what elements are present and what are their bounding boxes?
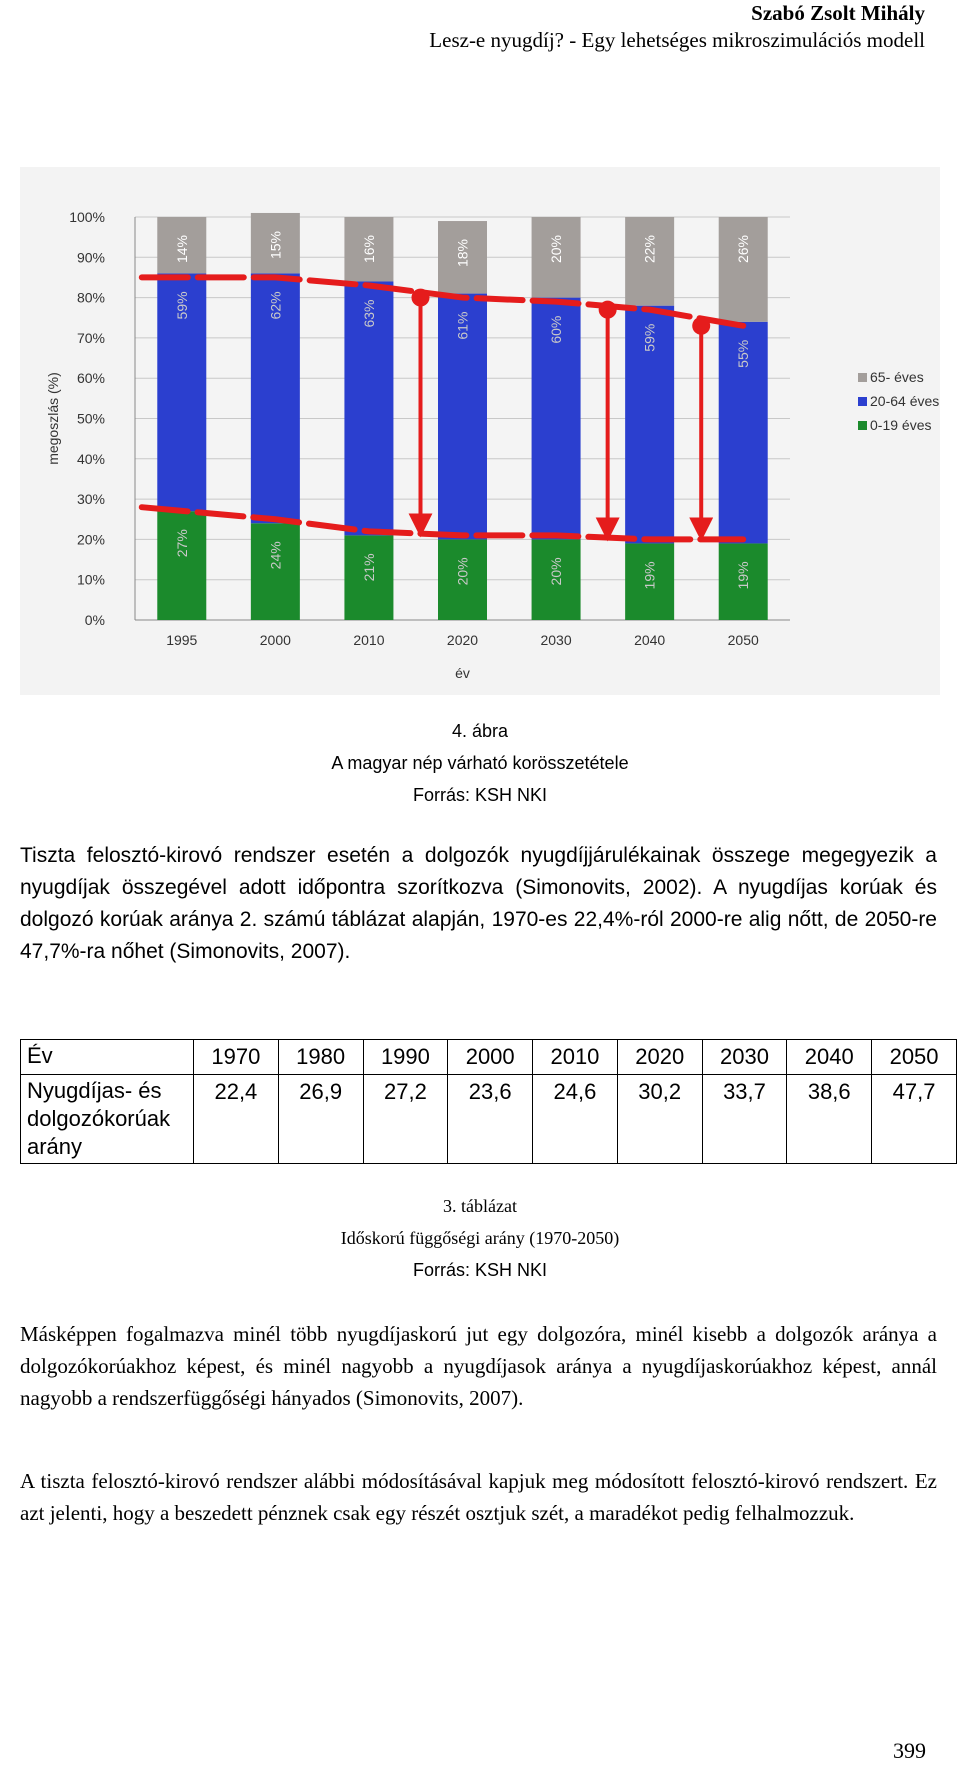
data-label: 61%: [454, 311, 471, 340]
paragraph-3: A tiszta felosztó-kirovó rendszer alábbi módosításával kapjuk meg módosított felosztó-kirovó rendszert. Ez azt jelenti, hogy a beszedett pénznek csak egy részét osztjuk szét, a maradékot pedig felhalmozzuk.: [20, 1469, 937, 1525]
x-tick-label: 2020: [446, 632, 479, 648]
figure-title: A magyar nép várható korösszetétele: [331, 753, 629, 773]
paragraph-1: Tiszta felosztó-kirovó rendszer esetén a dolgozók nyugdíjjárulékainak összege megegyezik a nyugdíjak összegével adott időpontra szorítkozva (Simonovits, 2002). A nyugdíjas korúak és dolgozó korúak aránya 2. számú táblázat alapján, 1970-es 22,4%-ról 2000-re alig nőtt, de 2050-re 47,7%-ra nőhet (Simonovits, 2007).: [20, 844, 937, 963]
table-caption: [0, 1190, 960, 1286]
table-value: 26,9: [278, 1075, 363, 1164]
y-tick-label: 0%: [84, 612, 105, 628]
figure-caption: [0, 715, 960, 811]
table-value: 33,7: [702, 1075, 787, 1164]
table-year: 2000: [448, 1040, 533, 1075]
data-label: 59%: [173, 291, 190, 320]
table-value: 27,2: [363, 1075, 448, 1164]
data-label: 27%: [173, 529, 190, 558]
stacked-bar-chart: [20, 167, 940, 695]
y-tick-label: 50%: [76, 410, 105, 427]
x-tick-label: 2040: [634, 632, 666, 648]
legend-swatch: [858, 373, 867, 382]
table-source: Forrás: KSH NKI: [412, 1260, 548, 1280]
x-tick-label: 1995: [166, 632, 198, 648]
legend-label: 20-64 éves: [870, 393, 940, 409]
table-year: 1980: [278, 1040, 363, 1075]
legend-label: 0-19 éves: [870, 417, 932, 433]
data-label: 26%: [735, 235, 752, 264]
table-header-label: Év: [21, 1040, 194, 1075]
data-label: 19%: [735, 561, 752, 590]
bar-segment: [157, 511, 206, 620]
table-year: 1970: [194, 1040, 279, 1075]
author-name: Szabó Zsolt Mihály: [751, 1, 925, 25]
table-number: 3. táblázat: [443, 1196, 517, 1216]
data-label: 60%: [548, 315, 565, 344]
table-year: 2030: [702, 1040, 787, 1075]
data-label: 59%: [641, 323, 658, 352]
table-year: 2050: [872, 1040, 957, 1075]
data-label: 22%: [641, 235, 658, 264]
data-label: 21%: [360, 553, 377, 582]
x-tick-label: 2050: [727, 632, 759, 648]
data-label: 14%: [173, 235, 190, 264]
y-tick-label: 70%: [76, 329, 105, 346]
page-header: [429, 0, 925, 54]
table-year: 2010: [533, 1040, 618, 1075]
data-label: 55%: [735, 339, 752, 368]
data-label: 63%: [360, 299, 377, 328]
table-value: 47,7: [872, 1075, 957, 1164]
data-label: 20%: [548, 557, 565, 586]
data-label: 16%: [360, 235, 377, 264]
y-tick-label: 10%: [76, 571, 105, 588]
paragraph-2: Másképpen fogalmazva minél több nyugdíjaskorú jut egy dolgozóra, minél kisebb a dolgozók aránya a dolgozókorúakhoz képest, és minél nagyobb a nyugdíjasok aránya a nyugdíjaskorúakhoz képest, annál nagyobb a rendszerfüggőségi hányados (Simonovits, 2007).: [20, 1322, 937, 1410]
data-label: 20%: [548, 235, 565, 264]
bar-segment: [719, 217, 768, 322]
table-row-label: Nyugdíjas- és dolgozókorúak arány: [21, 1075, 194, 1164]
y-tick-label: 30%: [76, 491, 105, 508]
data-label: 20%: [454, 557, 471, 586]
table-value: 30,2: [617, 1075, 702, 1164]
dependency-ratio-table: [20, 1039, 957, 1164]
table-header-row: [21, 1040, 957, 1075]
y-tick-label: 20%: [76, 531, 105, 548]
y-axis-title: megoszlás (%): [45, 372, 61, 465]
data-label: 18%: [454, 239, 471, 268]
x-tick-label: 2000: [259, 632, 291, 648]
table-year: 2040: [787, 1040, 872, 1075]
data-label: 24%: [267, 541, 284, 570]
table-value: 38,6: [787, 1075, 872, 1164]
table-row: [21, 1075, 957, 1164]
y-tick-label: 100%: [69, 209, 105, 225]
figure-chart: [20, 167, 940, 695]
table-title: Időskorú függőségi arány (1970-2050): [340, 1228, 620, 1248]
table-value: 24,6: [533, 1075, 618, 1164]
y-tick-label: 80%: [76, 289, 105, 306]
x-tick-label: 2010: [353, 632, 385, 648]
page-number: 399: [893, 1738, 926, 1763]
y-tick-label: 60%: [76, 370, 105, 387]
data-label: 15%: [267, 230, 284, 260]
y-tick-label: 40%: [76, 450, 105, 467]
figure-source: Forrás: KSH NKI: [412, 785, 548, 805]
legend-label: 65- éves: [870, 369, 924, 385]
bar-segment: [251, 523, 300, 620]
x-axis-title: év: [455, 665, 470, 681]
data-label: 62%: [267, 291, 284, 320]
legend-swatch: [858, 421, 867, 430]
table-value: 23,6: [448, 1075, 533, 1164]
table-year: 1990: [363, 1040, 448, 1075]
table-year: 2020: [617, 1040, 702, 1075]
x-tick-label: 2030: [540, 632, 572, 648]
paper-title: Lesz-e nyugdíj? - Egy lehetséges mikroszimulációs modell: [429, 28, 925, 52]
data-label: 19%: [641, 561, 658, 590]
table-value: 22,4: [194, 1075, 279, 1164]
legend-swatch: [858, 397, 867, 406]
y-tick-label: 90%: [76, 249, 105, 266]
figure-number: 4. ábra: [451, 721, 509, 741]
